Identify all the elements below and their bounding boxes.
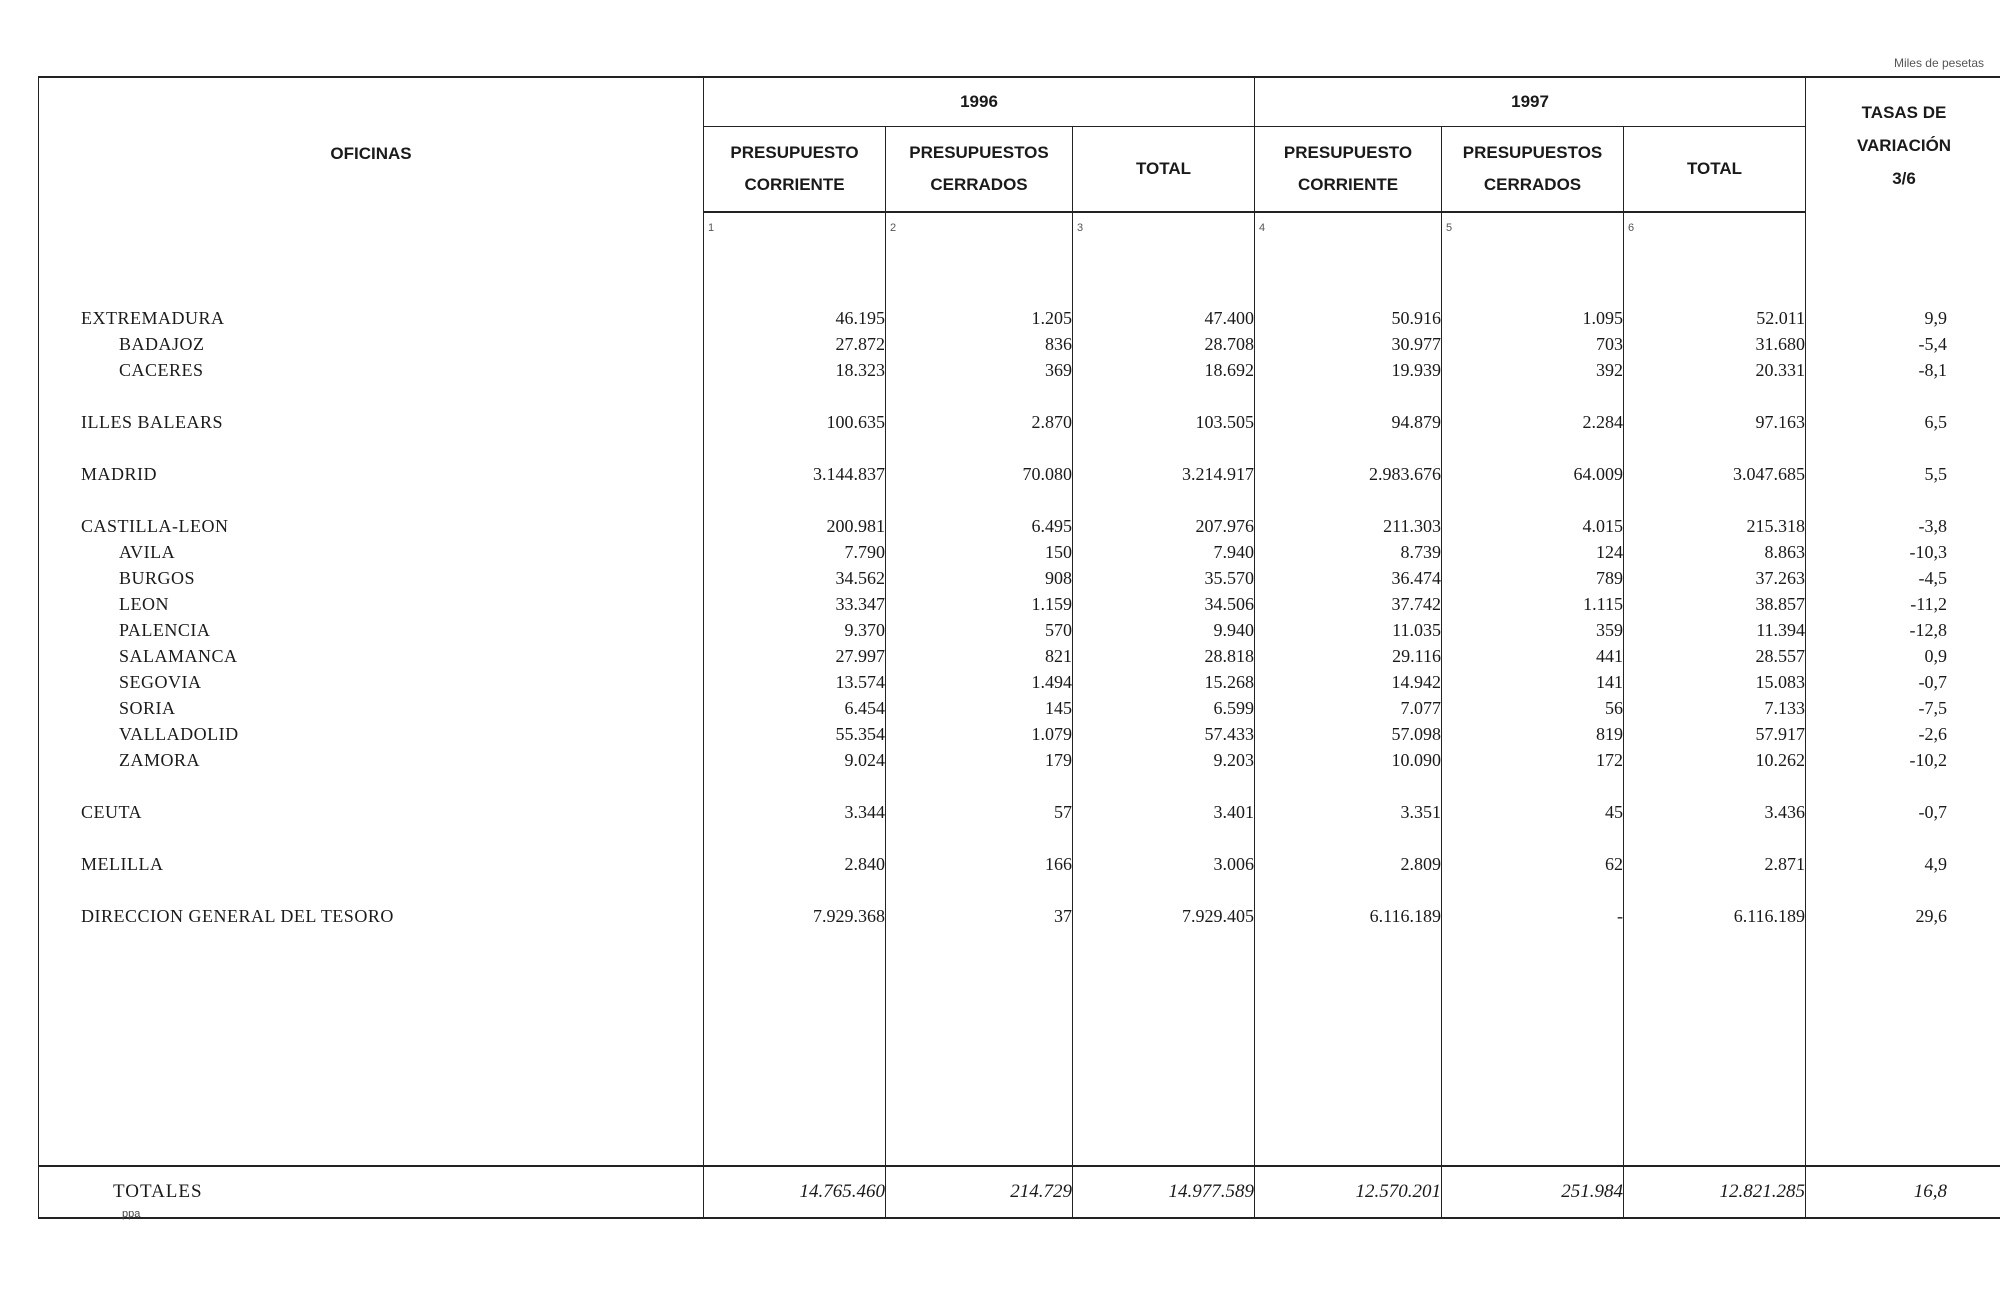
rate-cell: -10,3	[1806, 539, 2000, 565]
value-cell: 57	[886, 799, 1073, 825]
spacer-row	[39, 487, 2000, 513]
value-cell: 166	[886, 851, 1073, 877]
value-cell: 18.323	[704, 357, 886, 383]
footnote: ppa	[122, 1208, 141, 1220]
header-rate-line1: TASAS DE	[1861, 102, 1947, 122]
table-cell	[39, 212, 704, 305]
table-row	[39, 747, 2000, 773]
value-cell: 2.840	[704, 851, 886, 877]
header-line: CORRIENTE	[1297, 175, 1399, 194]
value-cell: 37	[886, 903, 1073, 929]
value-cell: 94.879	[1255, 409, 1442, 435]
value-cell: 27.997	[704, 643, 886, 669]
value-cell: 28.818	[1073, 643, 1255, 669]
table-row	[39, 513, 2000, 539]
value-cell: 441	[1442, 643, 1624, 669]
rate-cell: 5,5	[1806, 461, 2000, 487]
value-cell: 179	[886, 747, 1073, 773]
header-line: PRESUPUESTOS	[1462, 143, 1603, 162]
value-cell: 38.857	[1624, 591, 1806, 617]
spacer-row	[39, 383, 2000, 409]
spacer-row	[39, 929, 2000, 1166]
value-cell: 9.940	[1073, 617, 1255, 643]
column-index: 5	[1442, 212, 1624, 305]
value-cell: 145	[886, 695, 1073, 721]
header-offices: OFICINAS	[39, 77, 704, 212]
value-cell: 570	[886, 617, 1073, 643]
value-cell: 100.635	[704, 409, 886, 435]
column-index: 1	[704, 212, 886, 305]
column-index: 3	[1073, 212, 1255, 305]
value-cell: 1.095	[1442, 305, 1624, 331]
value-cell: 200.981	[704, 513, 886, 539]
value-cell: 1.079	[886, 721, 1073, 747]
header-line: PRESUPUESTOS	[909, 143, 1049, 162]
table-row	[39, 669, 2000, 695]
value-cell: 13.574	[704, 669, 886, 695]
value-cell: 14.942	[1255, 669, 1442, 695]
value-cell: 11.035	[1255, 617, 1442, 643]
value-cell: 18.692	[1073, 357, 1255, 383]
table-row	[39, 617, 2000, 643]
value-cell: 8.739	[1255, 539, 1442, 565]
table-cell	[1806, 212, 2000, 305]
table-row	[39, 461, 2000, 487]
value-cell: 1.115	[1442, 591, 1624, 617]
office-name: LEON	[39, 591, 704, 617]
office-name: VALLADOLID	[39, 721, 704, 747]
value-cell: 70.080	[886, 461, 1073, 487]
value-cell: 3.401	[1073, 799, 1255, 825]
value-cell: 62	[1442, 851, 1624, 877]
value-cell: 7.940	[1073, 539, 1255, 565]
office-name: SALAMANCA	[39, 643, 704, 669]
value-cell: 819	[1442, 721, 1624, 747]
value-cell: 3.344	[704, 799, 886, 825]
office-name: EXTREMADURA	[39, 305, 704, 331]
value-cell: 46.195	[704, 305, 886, 331]
value-cell: 6.599	[1073, 695, 1255, 721]
total-value-cell: 14.765.460	[704, 1166, 886, 1218]
rate-cell: 29,6	[1806, 903, 2000, 929]
header-year-1996: 1996	[704, 77, 1255, 127]
value-cell: 7.790	[704, 539, 886, 565]
total-value-cell: 14.977.589	[1073, 1166, 1255, 1218]
value-cell: 50.916	[1255, 305, 1442, 331]
value-cell: 3.351	[1255, 799, 1442, 825]
value-cell: 52.011	[1624, 305, 1806, 331]
value-cell: 97.163	[1624, 409, 1806, 435]
table-row	[39, 721, 2000, 747]
office-name: CACERES	[39, 357, 704, 383]
office-name: BURGOS	[39, 565, 704, 591]
rate-cell: -2,6	[1806, 721, 2000, 747]
value-cell: 8.863	[1624, 539, 1806, 565]
value-cell: 836	[886, 331, 1073, 357]
value-cell: 34.562	[704, 565, 886, 591]
header-year-1997: 1997	[1255, 77, 1806, 127]
value-cell: 3.047.685	[1624, 461, 1806, 487]
table-row	[39, 357, 2000, 383]
rate-cell: 9,9	[1806, 305, 2000, 331]
value-cell: 35.570	[1073, 565, 1255, 591]
value-cell: 3.436	[1624, 799, 1806, 825]
value-cell: 124	[1442, 539, 1624, 565]
table-row	[39, 799, 2000, 825]
value-cell: 56	[1442, 695, 1624, 721]
office-name: CASTILLA-LEON	[39, 513, 704, 539]
total-rate-cell: 16,8	[1806, 1166, 2000, 1218]
value-cell: 6.495	[886, 513, 1073, 539]
value-cell: -	[1442, 903, 1624, 929]
rate-cell: -0,7	[1806, 669, 2000, 695]
value-cell: 2.870	[886, 409, 1073, 435]
spacer-row	[39, 435, 2000, 461]
value-cell: 11.394	[1624, 617, 1806, 643]
table-row	[39, 565, 2000, 591]
value-cell: 9.203	[1073, 747, 1255, 773]
value-cell: 359	[1442, 617, 1624, 643]
value-cell: 47.400	[1073, 305, 1255, 331]
value-cell: 27.872	[704, 331, 886, 357]
value-cell: 6.116.189	[1624, 903, 1806, 929]
rate-cell: 6,5	[1806, 409, 2000, 435]
header-rate	[1806, 77, 2000, 212]
table-row	[39, 331, 2000, 357]
rate-cell: 4,9	[1806, 851, 2000, 877]
rate-cell: 0,9	[1806, 643, 2000, 669]
value-cell: 20.331	[1624, 357, 1806, 383]
table-row	[39, 539, 2000, 565]
office-name: MADRID	[39, 461, 704, 487]
value-cell: 28.708	[1073, 331, 1255, 357]
office-name: PALENCIA	[39, 617, 704, 643]
header-current-budget-1997	[1255, 127, 1442, 213]
totals-row	[39, 1166, 2000, 1218]
value-cell: 908	[886, 565, 1073, 591]
value-cell: 57.098	[1255, 721, 1442, 747]
value-cell: 31.680	[1624, 331, 1806, 357]
value-cell: 15.268	[1073, 669, 1255, 695]
unit-note: Miles de pesetas	[1893, 56, 1984, 70]
column-index: 2	[886, 212, 1073, 305]
value-cell: 3.006	[1073, 851, 1255, 877]
value-cell: 1.205	[886, 305, 1073, 331]
value-cell: 2.284	[1442, 409, 1624, 435]
table-body	[39, 212, 2000, 1218]
table-row	[39, 851, 2000, 877]
value-cell: 821	[886, 643, 1073, 669]
value-cell: 9.370	[704, 617, 886, 643]
value-cell: 10.262	[1624, 747, 1806, 773]
value-cell: 29.116	[1255, 643, 1442, 669]
value-cell: 45	[1442, 799, 1624, 825]
rate-cell: -7,5	[1806, 695, 2000, 721]
total-value-cell: 12.570.201	[1255, 1166, 1442, 1218]
value-cell: 9.024	[704, 747, 886, 773]
table-row	[39, 591, 2000, 617]
budget-table	[38, 76, 2000, 1219]
value-cell: 64.009	[1442, 461, 1624, 487]
office-name: AVILA	[39, 539, 704, 565]
rate-cell: -12,8	[1806, 617, 2000, 643]
value-cell: 789	[1442, 565, 1624, 591]
value-cell: 7.077	[1255, 695, 1442, 721]
header-line: CORRIENTE	[744, 175, 845, 194]
total-value-cell: 251.984	[1442, 1166, 1624, 1218]
value-cell: 28.557	[1624, 643, 1806, 669]
office-name: BADAJOZ	[39, 331, 704, 357]
header-total-1997: TOTAL	[1624, 127, 1806, 213]
value-cell: 3.214.917	[1073, 461, 1255, 487]
value-cell: 2.871	[1624, 851, 1806, 877]
value-cell: 7.133	[1624, 695, 1806, 721]
header-closed-budgets-1997	[1442, 127, 1624, 213]
value-cell: 207.976	[1073, 513, 1255, 539]
value-cell: 2.983.676	[1255, 461, 1442, 487]
value-cell: 36.474	[1255, 565, 1442, 591]
rate-cell: -3,8	[1806, 513, 2000, 539]
value-cell: 33.347	[704, 591, 886, 617]
table-row	[39, 409, 2000, 435]
office-name: MELILLA	[39, 851, 704, 877]
header-rate-line3: 3/6	[1892, 168, 1916, 188]
value-cell: 3.144.837	[704, 461, 886, 487]
rate-cell: -4,5	[1806, 565, 2000, 591]
rate-cell: -8,1	[1806, 357, 2000, 383]
header-closed-budgets-1996	[886, 127, 1073, 213]
column-index-row	[39, 212, 2000, 305]
value-cell: 15.083	[1624, 669, 1806, 695]
rate-cell: -11,2	[1806, 591, 2000, 617]
value-cell: 6.454	[704, 695, 886, 721]
office-name: SEGOVIA	[39, 669, 704, 695]
spacer-row	[39, 773, 2000, 799]
value-cell: 103.505	[1073, 409, 1255, 435]
value-cell: 4.015	[1442, 513, 1624, 539]
table-header	[39, 77, 2000, 212]
header-line: PRESUPUESTO	[730, 143, 859, 162]
value-cell: 30.977	[1255, 331, 1442, 357]
office-name: CEUTA	[39, 799, 704, 825]
header-rate-line2: VARIACIÓN	[1856, 135, 1952, 155]
value-cell: 369	[886, 357, 1073, 383]
value-cell: 211.303	[1255, 513, 1442, 539]
spacer-row	[39, 825, 2000, 851]
value-cell: 19.939	[1255, 357, 1442, 383]
value-cell: 1.494	[886, 669, 1073, 695]
header-current-budget-1996	[704, 127, 886, 213]
value-cell: 172	[1442, 747, 1624, 773]
office-name: DIRECCION GENERAL DEL TESORO	[39, 903, 704, 929]
value-cell: 37.263	[1624, 565, 1806, 591]
header-line: CERRADOS	[1483, 175, 1582, 194]
value-cell: 2.809	[1255, 851, 1442, 877]
column-index: 6	[1624, 212, 1806, 305]
value-cell: 141	[1442, 669, 1624, 695]
value-cell: 215.318	[1624, 513, 1806, 539]
value-cell: 1.159	[886, 591, 1073, 617]
total-value-cell: 12.821.285	[1624, 1166, 1806, 1218]
header-line: CERRADOS	[930, 175, 1028, 194]
rate-cell: -0,7	[1806, 799, 2000, 825]
total-value-cell: 214.729	[886, 1166, 1073, 1218]
spacer-row	[39, 877, 2000, 903]
rate-cell: -10,2	[1806, 747, 2000, 773]
totals-label: TOTALES	[39, 1166, 704, 1218]
table-row	[39, 695, 2000, 721]
value-cell: 703	[1442, 331, 1624, 357]
value-cell: 57.433	[1073, 721, 1255, 747]
table-row	[39, 305, 2000, 331]
rate-cell: -5,4	[1806, 331, 2000, 357]
header-total-1996: TOTAL	[1073, 127, 1255, 213]
column-index: 4	[1255, 212, 1442, 305]
value-cell: 37.742	[1255, 591, 1442, 617]
value-cell: 34.506	[1073, 591, 1255, 617]
value-cell: 57.917	[1624, 721, 1806, 747]
value-cell: 6.116.189	[1255, 903, 1442, 929]
value-cell: 7.929.405	[1073, 903, 1255, 929]
table-row	[39, 903, 2000, 929]
table-row	[39, 643, 2000, 669]
office-name: ZAMORA	[39, 747, 704, 773]
value-cell: 10.090	[1255, 747, 1442, 773]
value-cell: 55.354	[704, 721, 886, 747]
office-name: ILLES BALEARS	[39, 409, 704, 435]
value-cell: 392	[1442, 357, 1624, 383]
value-cell: 150	[886, 539, 1073, 565]
value-cell: 7.929.368	[704, 903, 886, 929]
header-line: PRESUPUESTO	[1283, 143, 1413, 162]
office-name: SORIA	[39, 695, 704, 721]
